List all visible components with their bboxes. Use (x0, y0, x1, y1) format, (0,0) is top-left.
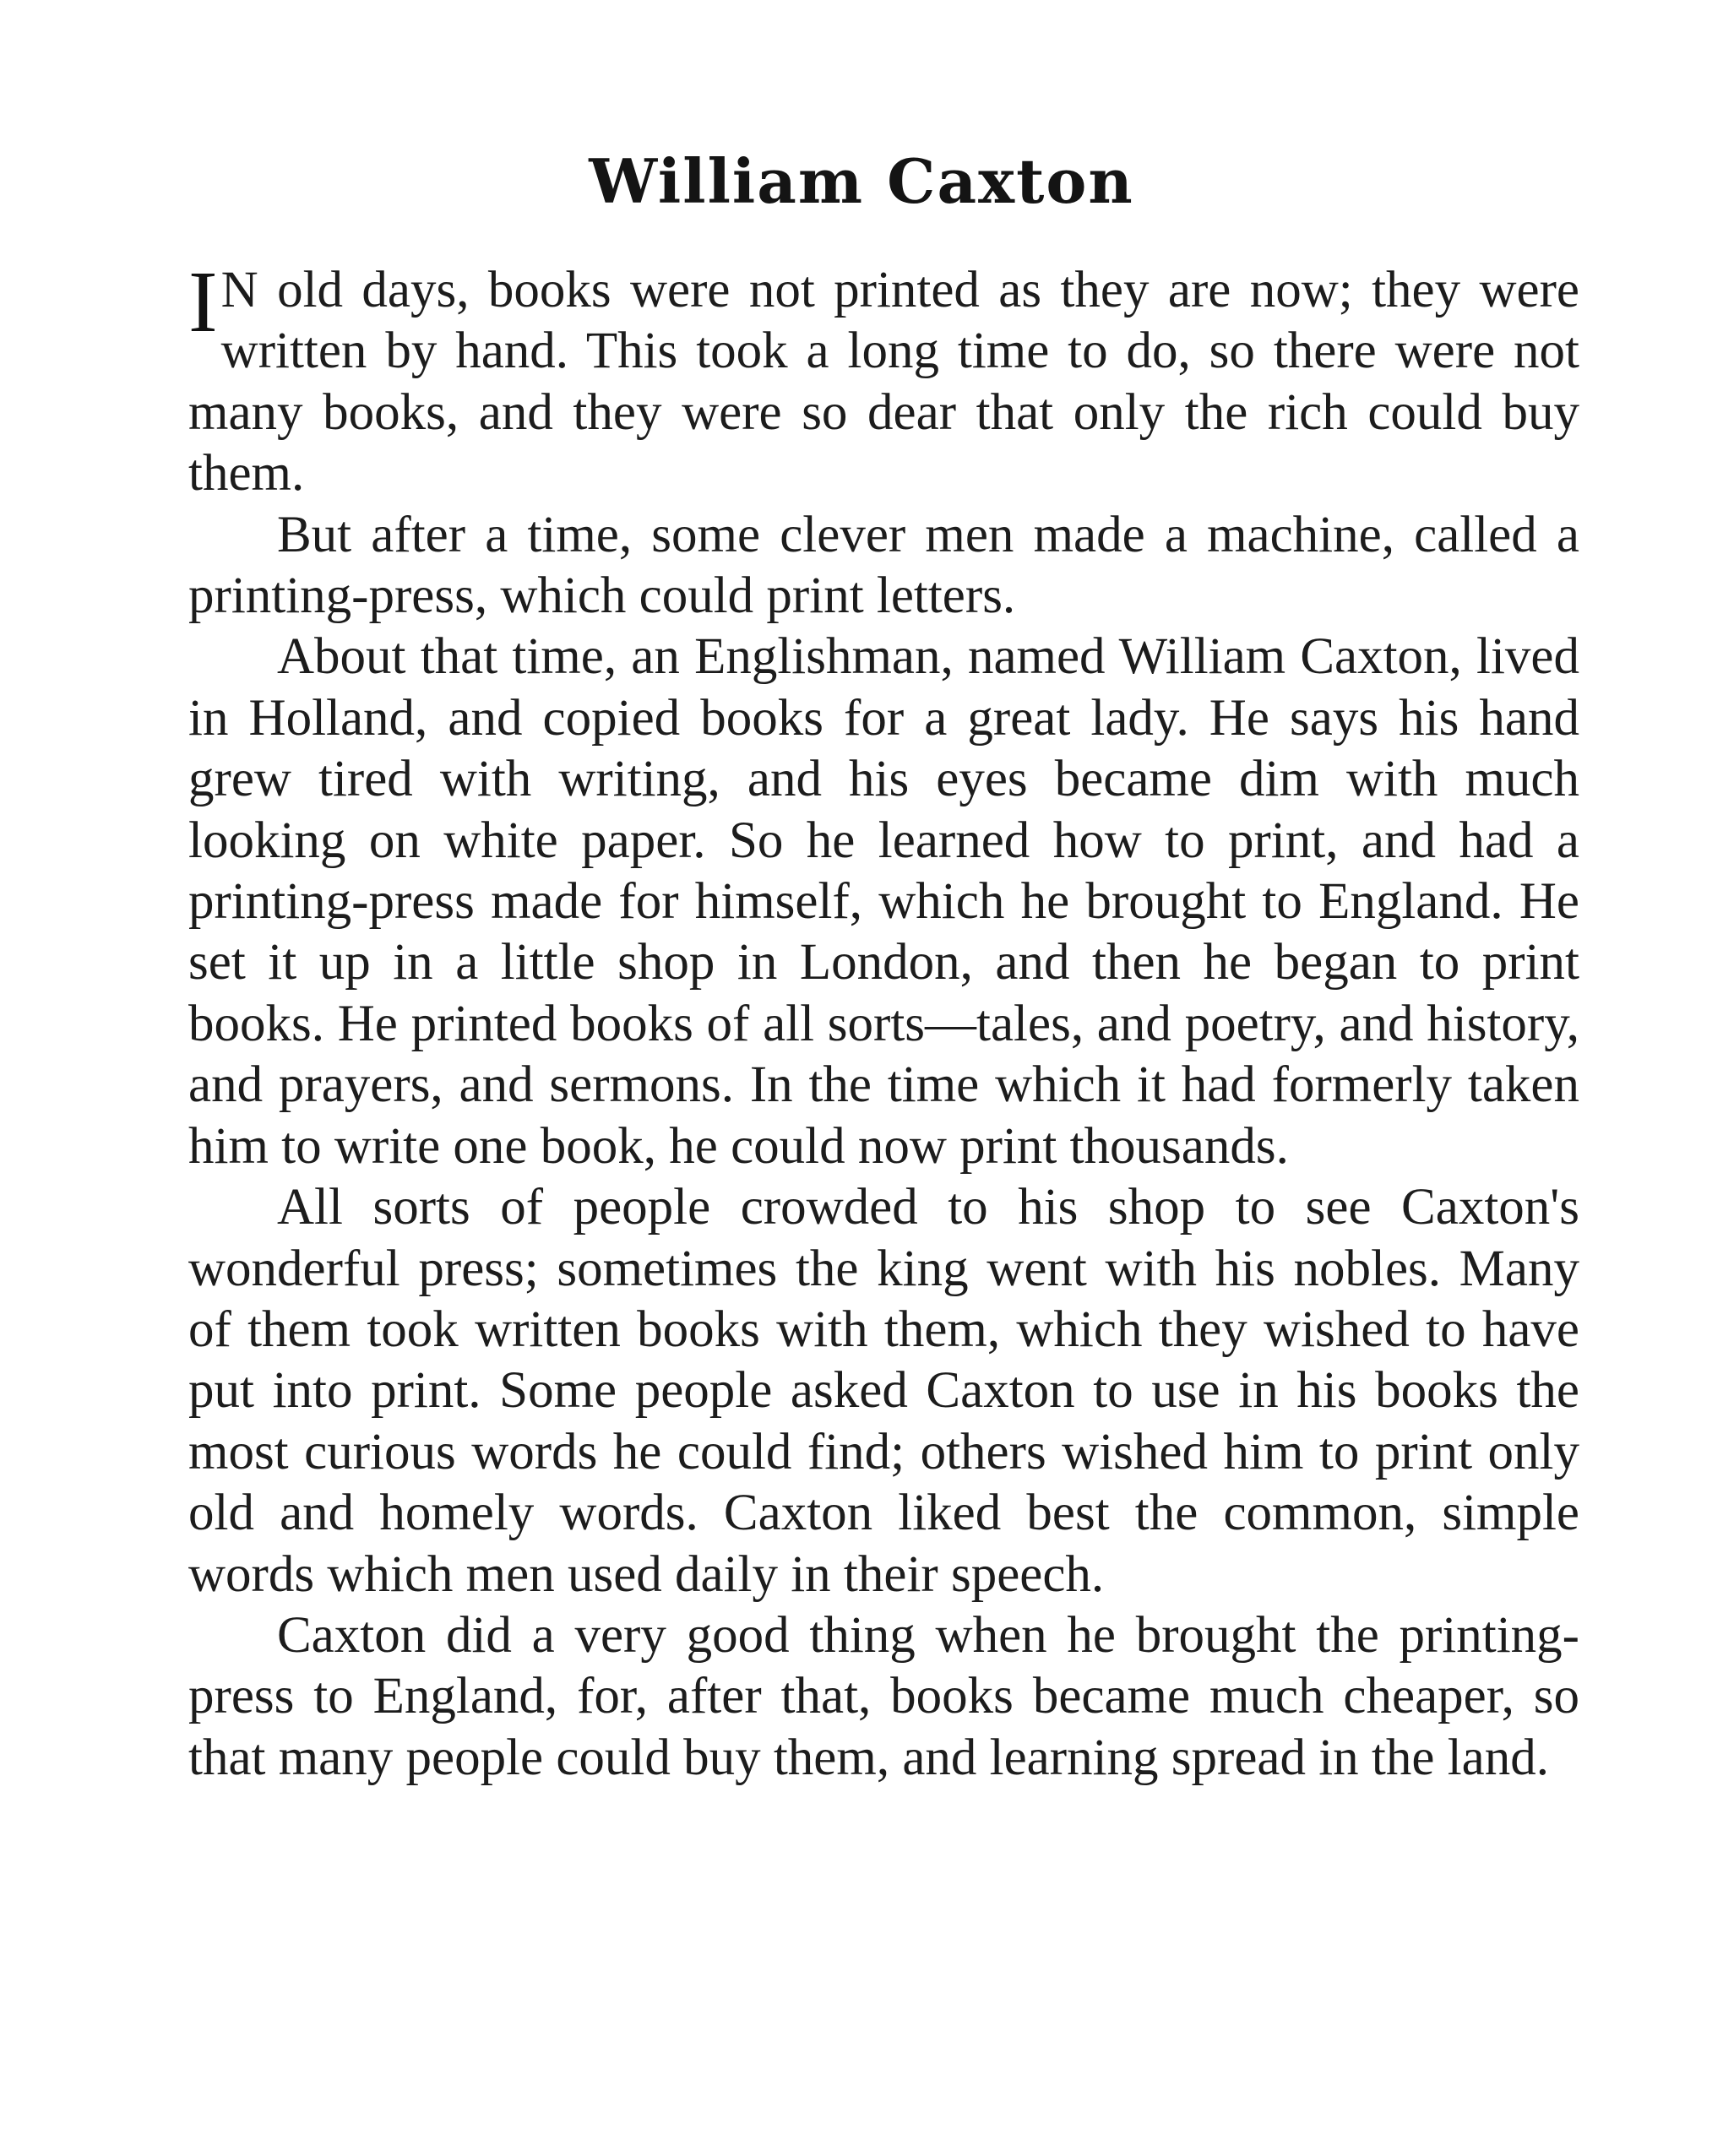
small-cap: N (220, 262, 258, 318)
page-title: William Caxton (589, 145, 1134, 217)
paragraph-2: But after a time, some clever men made a machine, called a printing-press, which could print letters. (188, 506, 1579, 625)
paragraph-5: Caxton did a very good thing when he brought the printing-press to England, for, after that, books became much cheaper, so that many people could buy them, and learning spread in the land. (188, 1606, 1579, 1786)
drop-cap: I (188, 253, 218, 350)
paragraph-1 (188, 253, 1579, 505)
paragraph-4: All sorts of people crowded to his shop to see Caxton's wonderful press; sometimes the king went with his nobles. Many of them took written books with them, which they wished to have put into print. Some people asked Caxton to use in his books the most curious words he could find; others wished him to print only old and homely words. Caxton liked best the common, simple words which men used daily in their speech. (188, 1179, 1579, 1603)
paragraph-1-text: old days, books were not printed as they are now; they were written by hand. This took a long time to do, so there were not many books, and they were so dear that only the rich could buy them. (188, 262, 1579, 502)
paragraph-3: About that time, an Englishman, named William Caxton, lived in Holland, and copied books for a great lady. He says his hand grew tired with writing, and his eyes became dim with much looking on white paper. So he learned how to print, and had a printing-press made for himself, which he brought to England. He set it up in a little shop in London, and then he began to print books. He printed books of all sorts—tales, and poetry, and history, and prayers, and sermons. In the time which it had formerly taken him to write one book, he could now print thousands. (188, 628, 1579, 1175)
article-body (188, 253, 1579, 1789)
